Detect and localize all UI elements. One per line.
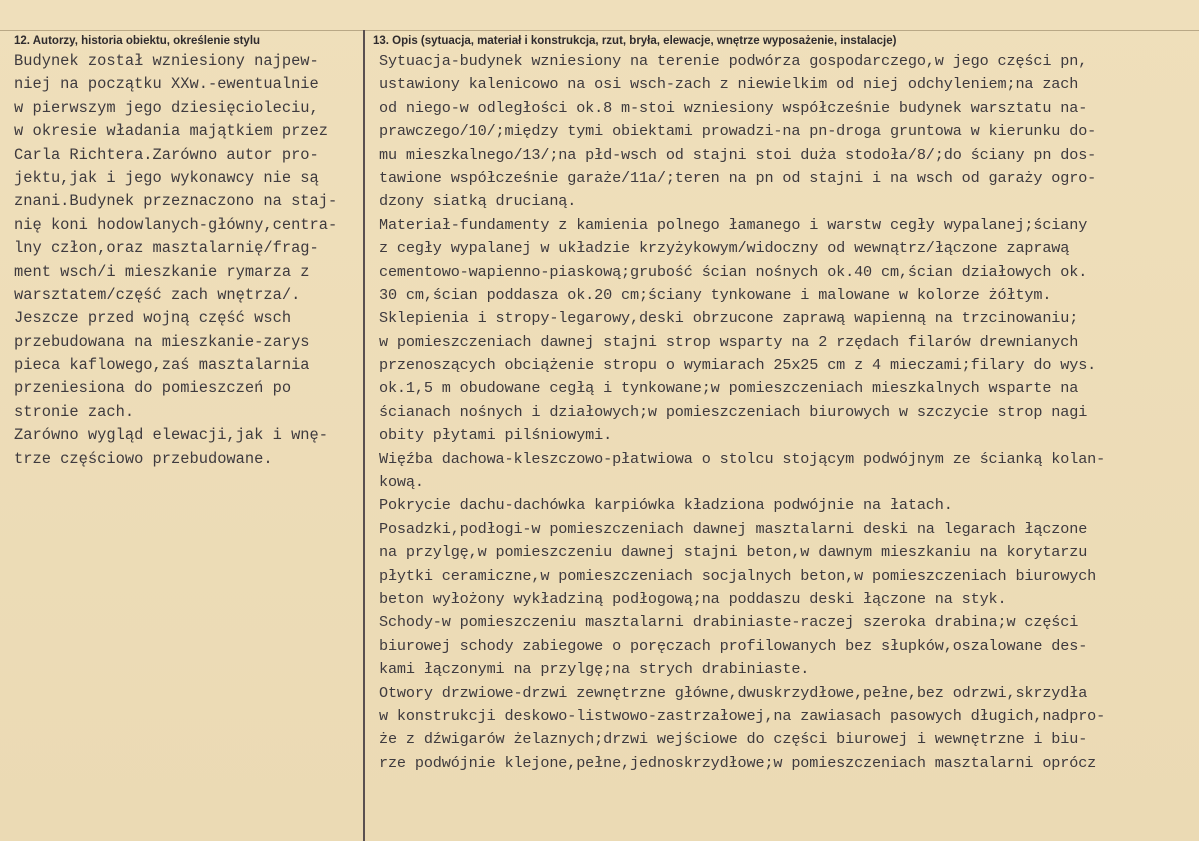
text-line: Posadzki,podłogi-w pomieszczeniach dawnej masztalarni deski na legarach łączone [379,519,1088,538]
text-line: Więźba dachowa-kleszczowo-płatwiowa o stolcu stojącym podwójnym ze ścianką kolan- [379,449,1106,468]
column-divider [363,30,365,841]
text-line: ustawiony kalenicowo na osi wsch-zach z niewielkim od niej odchyleniem;na zach [379,75,1079,94]
text-line: kową. [379,473,424,492]
text-line: przeniesiona do pomieszczeń po [14,379,292,398]
text-line: dzony siatką drucianą. [379,192,577,211]
text-line: w konstrukcji deskowo-listwowo-zastrzałowej,na zawiasach pasowych długich,nadpro- [379,706,1106,725]
text-line: Otwory drzwiowe-drzwi zewnętrzne główne,dwuskrzydłowe,pełne,bez odrzwi,skrzydła [379,683,1088,702]
right-column-header: 13. Opis (sytuacja, materiał i konstrukcja, rzut, bryła, elewacje, wnętrze wyposażenie, instalacje) [373,35,897,47]
right-column-text [379,50,1194,775]
text-line: w okresie władania majątkiem przez [14,122,329,141]
text-line: od niego-w odległości ok.8 m-stoi wzniesiony współcześnie budynek warsztatu na- [379,98,1088,117]
text-line: lny człon,oraz masztalarnię/frag- [14,239,319,258]
text-line: na przylgę,w pomieszczeniu dawnej stajni beton,w dawnym mieszkaniu na korytarzu [379,543,1088,562]
text-line: warsztatem/część zach wnętrza/. [14,285,301,304]
text-line: mu mieszkalnego/13/;na płd-wsch od stajni stoi duża stodoła/8/;do ściany pn dos- [379,145,1097,164]
text-line: Carla Richtera.Zarówno autor pro- [14,145,319,164]
text-line: Zarówno wygląd elewacji,jak i wnę- [14,426,329,445]
text-line: z cegły wypalanej w układzie krzyżykowym/widoczny od wewnątrz/łączone zaprawą [379,239,1070,258]
text-line: płytki ceramiczne,w pomieszczeniach socjalnych beton,w pomieszczeniach biurowych [379,566,1097,585]
text-line: prawczego/10/;między tymi obiektami prowadzi-na pn-droga gruntowa w kierunku do- [379,122,1097,141]
text-line: Sklepienia i stropy-legarowy,deski obrzucone zaprawą wapienną na trzcinowaniu; [379,309,1079,328]
text-line: niej na początku XXw.-ewentualnie [14,75,319,94]
text-line: że z dźwigarów żelaznych;drzwi wejściowe do części biurowej i wewnętrzne i biu- [379,730,1088,749]
text-line: jektu,jak i jego wykonawcy nie są [14,168,319,187]
text-line: pieca kaflowego,zaś masztalarnia [14,356,310,375]
text-line: beton wyłożony wykładziną podłogową;na poddaszu deski łączone na styk. [379,589,1007,608]
text-line: trze częściowo przebudowane. [14,449,273,468]
text-line: przenoszących obciążenie stropu o wymiarach 25x25 cm z 4 mieczami;filary do wys. [379,356,1097,375]
text-line: obity płytami pilśniowymi. [379,426,613,445]
text-line: 30 cm,ścian poddasza ok.20 cm;ściany tynkowane i malowane w kolorze żółtym. [379,285,1052,304]
text-line: tawione współcześnie garaże/11a/;teren na pn od stajni i na wsch od garaży ogro- [379,168,1097,187]
text-line: przebudowana na mieszkanie-zarys [14,332,310,351]
text-line: znani.Budynek przeznaczono na staj- [14,192,338,211]
text-line: ścianach nośnych i działowych;w pomieszczeniach biurowych w szczycie strop nagi [379,402,1088,421]
text-line: w pomieszczeniach dawnej stajni strop wsparty na 2 rzędach filarów drewnianych [379,332,1079,351]
left-column-text [14,50,359,471]
text-line: nię koni hodowlanych-główny,centra- [14,215,338,234]
text-line: w pierwszym jego dziesięcioleciu, [14,98,319,117]
text-line: Pokrycie dachu-dachówka karpiówka kładziona podwójnie na łatach. [379,496,953,515]
text-line: stronie zach. [14,402,135,421]
text-line: Sytuacja-budynek wzniesiony na terenie podwórza gospodarczego,w jego części pn, [379,52,1088,70]
text-line: Schody-w pomieszczeniu masztalarni drabiniaste-raczej szeroka drabina;w części [379,613,1079,632]
header-rule [0,30,1199,31]
text-line: biurowej schody zabiegowe o poręczach profilowanych bez słupków,oszalowane des- [379,636,1088,655]
text-line: rze podwójnie klejone,pełne,jednoskrzydłowe;w pomieszczeniach masztalarni oprócz [379,753,1097,772]
text-line: ok.1,5 m obudowane cegłą i tynkowane;w pomieszczeniach mieszkalnych wsparte na [379,379,1079,398]
left-column-header: 12. Autorzy, historia obiektu, określenie stylu [14,35,261,47]
text-line: Materiał-fundamenty z kamienia polnego łamanego i warstw cegły wypalanej;ściany [379,215,1088,234]
text-line: Budynek został wzniesiony najpew- [14,52,319,70]
text-line: kami łączonymi na przylgę;na strych drabiniaste. [379,660,810,679]
text-line: cementowo-wapienno-piaskową;grubość ścian nośnych ok.40 cm,ścian działowych ok. [379,262,1088,281]
text-line: ment wsch/i mieszkanie rymarza z [14,262,310,281]
text-line: Jeszcze przed wojną część wsch [14,309,292,328]
